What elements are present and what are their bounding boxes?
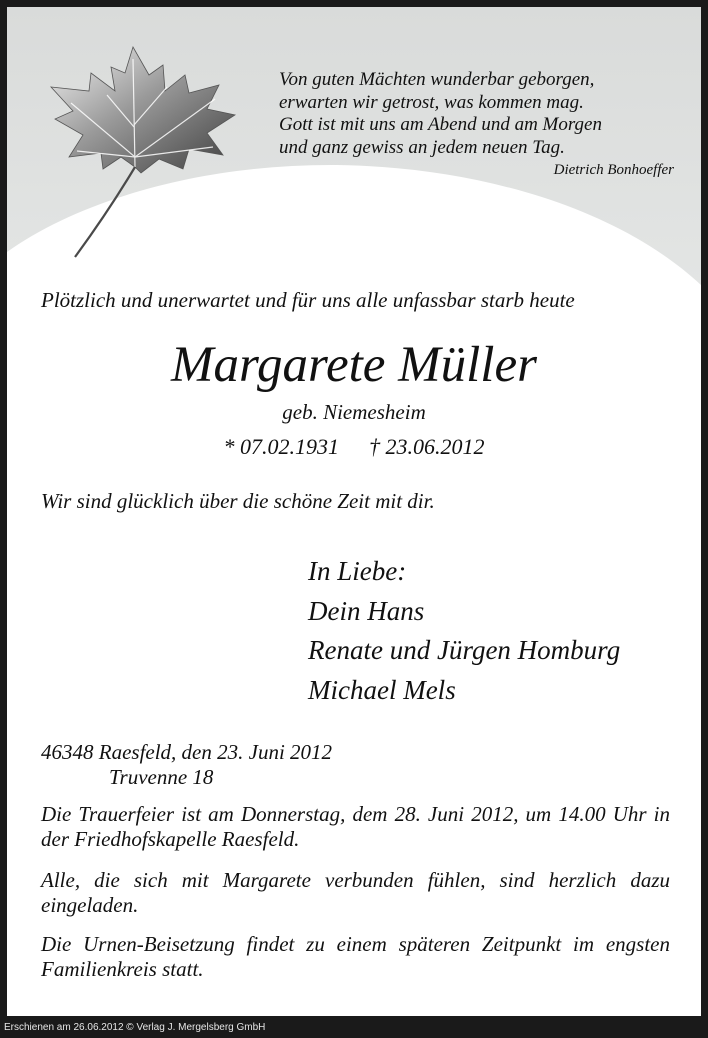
life-dates (7, 433, 701, 461)
funeral-notice: Die Trauerfeier ist am Donnerstag, dem 28. Juni 2012, um 14.00 Uhr in der Friedhofskapelle Raesfeld. (41, 802, 670, 851)
thanks-text: Wir sind glücklich über die schöne Zeit mit dir. (41, 489, 435, 513)
mourner-name: Renate und Jürgen Homburg (308, 635, 621, 665)
quote-author: Dietrich Bonhoeffer (553, 162, 674, 178)
death-date: † 23.06.2012 (369, 434, 485, 459)
burial-notice: Die Urnen-Beisetzung findet zu einem späteren Zeitpunkt im engsten Familienkreis statt. (41, 932, 670, 981)
birth-date: * 07.02.1931 (223, 434, 339, 459)
mourners-list (308, 552, 620, 710)
address-place-date: 46348 Raesfeld, den 23. Juni 2012 (41, 740, 333, 764)
intro-text: Plötzlich und unerwartet und für uns alle unfassbar starb heute (41, 288, 575, 312)
obituary-card (7, 7, 701, 1016)
deceased-name: Margarete Müller (171, 337, 537, 393)
quote-line: Von guten Mächten wunderbar geborgen, (279, 69, 595, 90)
invitation-notice: Alle, die sich mit Margarete verbunden fühlen, sind herzlich dazu eingeladen. (41, 868, 670, 917)
quote-line: und ganz gewiss an jedem neuen Tag. (279, 136, 565, 158)
maiden-name: geb. Niemesheim (282, 400, 426, 424)
address-block (41, 740, 332, 790)
mourner-name: Dein Hans (308, 595, 425, 626)
mourners-heading: In Liebe: (308, 556, 407, 586)
quote-line: Gott ist mit uns am Abend und am Morgen (279, 114, 602, 135)
mourner-name: Michael Mels (308, 674, 456, 705)
quote-line: erwarten wir getrost, was kommen mag. (279, 91, 584, 113)
maple-leaf-icon (7, 7, 267, 267)
address-street: Truvenne 18 (109, 765, 214, 789)
bonhoeffer-quote (279, 69, 674, 180)
publication-footer: Erschienen am 26.06.2012 © Verlag J. Mergelsberg GmbH (4, 1022, 266, 1033)
